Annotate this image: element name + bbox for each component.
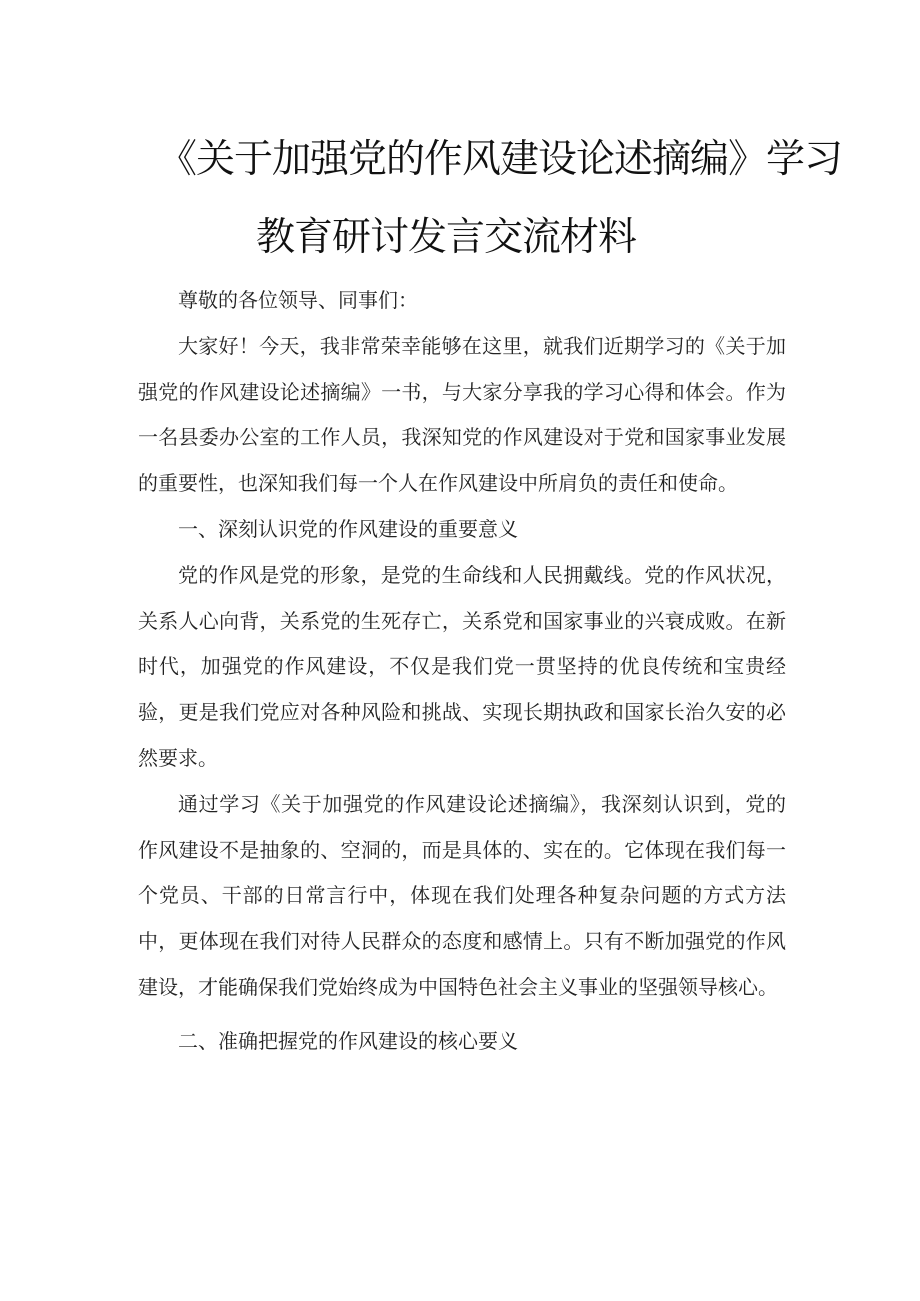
salutation: 尊敬的各位领导、同事们： xyxy=(178,288,418,312)
paragraph-section-1-b: 通过学习《关于加强党的作风建设论述摘编》，我深刻认识到，党的作风建设不是抽象的、空洞的，而是具体的、实在的。它体现在我们每一个党员、干部的日常言行中，体现在我们处理各种复杂问题的方式方法中，更体现在我们对待人民群众的态度和感情上。只有不断加强党的作风建设，才能确保我们党始终成为中国特色社会主义事业的坚强领导核心。 xyxy=(138,791,786,999)
document-title-line-1: 《关于加强党的作风建设论述摘编》学习 xyxy=(158,137,843,182)
document-title-line-2: 教育研讨发言交流材料 xyxy=(256,215,637,260)
section-heading-1: 一、深刻认识党的作风建设的重要意义 xyxy=(178,516,518,541)
paragraph-section-1-a: 党的作风是党的形象，是党的生命线和人民拥戴线。党的作风状况，关系人心向背，关系党的生死存亡，关系党和国家事业的兴衰成败。在新时代，加强党的作风建设，不仅是我们党一贯坚持的优良传统和宝贵经验，更是我们党应对各种风险和挑战、实现长期执政和国家长治久安的必然要求。 xyxy=(138,562,786,770)
section-heading-2: 二、准确把握党的作风建设的核心要义 xyxy=(178,1028,518,1053)
document-body xyxy=(138,278,786,1065)
paragraph-intro: 大家好！今天，我非常荣幸能够在这里，就我们近期学习的《关于加强党的作风建设论述摘编》一书，与大家分享我的学习心得和体会。作为一名县委办公室的工作人员，我深知党的作风建设对于党和国家事业发展的重要性，也深知我们每一个人在作风建设中所肩负的责任和使命。 xyxy=(138,333,786,496)
